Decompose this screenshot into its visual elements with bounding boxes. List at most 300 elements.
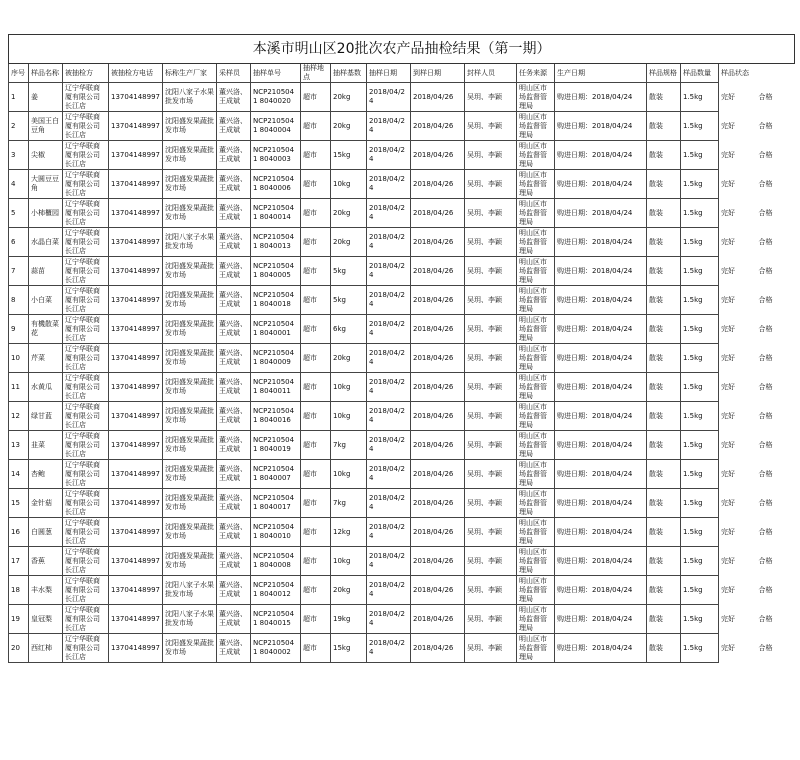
table-cell: 13704148997 (109, 257, 163, 286)
table-cell: 白圆葱 (29, 518, 63, 547)
table-cell: 明山区市场监督管理局 (517, 605, 555, 634)
table-cell: 明山区市场监督管理局 (517, 460, 555, 489)
table-row (9, 257, 795, 286)
table-cell: 辽宁华联商厦有限公司长江店 (63, 489, 109, 518)
table-cell: 辽宁华联商厦有限公司长江店 (63, 431, 109, 460)
table-cell: 1.5kg (681, 344, 719, 373)
table-cell: 2018/04/26 (411, 547, 465, 576)
table-cell: 完好 (721, 382, 735, 391)
table-cell: 13704148997 (109, 315, 163, 344)
table-cell: 1.5kg (681, 170, 719, 199)
table-cell: 19kg (331, 605, 367, 634)
table-cell: 吴玥、李颖 (465, 402, 517, 431)
table-cell: 完好 (721, 92, 735, 101)
table-cell: 董兴洛、王成斌 (217, 518, 251, 547)
table-cell: 20kg (331, 576, 367, 605)
table-cell: 美国王白豆角 (29, 112, 63, 141)
table-cell: 超市 (301, 315, 331, 344)
table-cell: 尖椒 (29, 141, 63, 170)
column-header (757, 64, 795, 83)
table-cell: 董兴洛、王成斌 (217, 83, 251, 112)
table-cell: 2 (9, 112, 29, 141)
table-cell: 2018/04/2 4 (367, 112, 411, 141)
table-cell: 12 (9, 402, 29, 431)
table-cell: 16 (9, 518, 29, 547)
table-cell: 吴玥、李颖 (465, 286, 517, 315)
table-cell: 5kg (331, 257, 367, 286)
table-cell: 购进日期：2018/04/24 (555, 315, 647, 344)
table-cell: 散装 (647, 402, 681, 431)
table-cell: 超市 (301, 286, 331, 315)
table-cell: 散装 (647, 228, 681, 257)
table-cell: 超市 (301, 83, 331, 112)
table-cell: 有機散菜花 (29, 315, 63, 344)
table-cell: 散装 (647, 199, 681, 228)
table-cell: 吴玥、李颖 (465, 112, 517, 141)
table-cell: 明山区市场监督管理局 (517, 402, 555, 431)
table-cell: 丰水梨 (29, 576, 63, 605)
table-cell: 沈阳盛发果蔬批发市场 (163, 170, 217, 199)
table-cell: 吴玥、李颖 (465, 344, 517, 373)
table-cell: 2018/04/26 (411, 170, 465, 199)
table-cell: 13704148997 (109, 576, 163, 605)
table-cell: 明山区市场监督管理局 (517, 315, 555, 344)
table-cell: 散装 (647, 518, 681, 547)
table-cell: 辽宁华联商厦有限公司长江店 (63, 518, 109, 547)
table-cell: 2018/04/2 4 (367, 199, 411, 228)
table-cell: 吴玥、李颖 (465, 199, 517, 228)
table-cell: 辽宁华联商厦有限公司长江店 (63, 315, 109, 344)
column-header: 样品数量 (681, 64, 719, 83)
column-header: 抽样地点 (301, 64, 331, 83)
table-cell: 购进日期：2018/04/24 (555, 257, 647, 286)
table-cell: 完好 (721, 150, 735, 159)
table-cell: 2018/04/2 4 (367, 402, 411, 431)
table-cell: 6kg (331, 315, 367, 344)
table-cell: 散装 (647, 286, 681, 315)
table-cell: 购进日期：2018/04/24 (555, 547, 647, 576)
table-cell: 明山区市场监督管理局 (517, 518, 555, 547)
table-cell: NCP2105041 8040012 (251, 576, 301, 605)
table-cell: 合格 (758, 527, 773, 536)
table-cell: 董兴洛、王成斌 (217, 605, 251, 634)
table-cell: 1.5kg (681, 489, 719, 518)
table-cell: 2018/04/26 (411, 431, 465, 460)
table-row (9, 489, 795, 518)
results-table (8, 34, 795, 663)
table-row (9, 431, 795, 460)
table-cell: 超市 (301, 634, 331, 663)
table-row (9, 634, 795, 663)
table-cell: 明山区市场监督管理局 (517, 112, 555, 141)
table-cell: NCP2105041 8040004 (251, 112, 301, 141)
table-cell: 20kg (331, 199, 367, 228)
table-cell: 超市 (301, 373, 331, 402)
table-cell: 1.5kg (681, 228, 719, 257)
table-cell: NCP2105041 8040011 (251, 373, 301, 402)
table-cell: 完好 (721, 556, 735, 565)
table-cell: 13 (9, 431, 29, 460)
table-cell: 合格 (758, 208, 773, 217)
table-cell: 皇冠梨 (29, 605, 63, 634)
table-cell: 沈阳八家子水果批发市场 (163, 228, 217, 257)
table-cell: 散装 (647, 112, 681, 141)
table-cell: 董兴洛、王成斌 (217, 431, 251, 460)
table-cell: 董兴洛、王成斌 (217, 141, 251, 170)
table-cell: 完好 (721, 208, 735, 217)
table-cell: 散装 (647, 576, 681, 605)
table-cell: 14 (9, 460, 29, 489)
table-cell: 沈阳盛发果蔬批发市场 (163, 112, 217, 141)
column-header: 被抽检方电话 (109, 64, 163, 83)
table-cell: 散装 (647, 170, 681, 199)
table-cell: 1.5kg (681, 315, 719, 344)
table-cell: 沈阳盛发果蔬批发市场 (163, 634, 217, 663)
table-cell: 沈阳盛发果蔬批发市场 (163, 489, 217, 518)
table-cell: 辽宁华联商厦有限公司长江店 (63, 83, 109, 112)
table-cell: 10 (9, 344, 29, 373)
table-cell: NCP2105041 8040010 (251, 518, 301, 547)
table-cell: NCP2105041 8040008 (251, 547, 301, 576)
table-cell: 13704148997 (109, 344, 163, 373)
table-cell: 合格 (758, 92, 773, 101)
table-cell: NCP2105041 8040002 (251, 634, 301, 663)
table-cell: 水黄瓜 (29, 373, 63, 402)
table-cell: 董兴洛、王成斌 (217, 257, 251, 286)
table-cell: 辽宁华联商厦有限公司长江店 (63, 286, 109, 315)
table-cell: 合格 (758, 237, 773, 246)
column-header: 采样员 (217, 64, 251, 83)
table-cell: 1.5kg (681, 431, 719, 460)
table-cell: NCP2105041 8040001 (251, 315, 301, 344)
table-cell: 散装 (647, 315, 681, 344)
table-cell: 13704148997 (109, 83, 163, 112)
table-row (9, 547, 795, 576)
table-cell: 15kg (331, 634, 367, 663)
table-cell: 1.5kg (681, 83, 719, 112)
table-cell: 水晶白菜 (29, 228, 63, 257)
table-cell: 2018/04/26 (411, 576, 465, 605)
table-cell: 沈阳盛发果蔬批发市场 (163, 547, 217, 576)
table-cell: 董兴洛、王成斌 (217, 112, 251, 141)
table-cell: 蒜苗 (29, 257, 63, 286)
table-body (9, 83, 795, 663)
table-cell: 辽宁华联商厦有限公司长江店 (63, 141, 109, 170)
table-cell: 购进日期：2018/04/24 (555, 141, 647, 170)
column-header: 被抽检方 (63, 64, 109, 83)
table-cell: 辽宁华联商厦有限公司长江店 (63, 228, 109, 257)
table-cell: 辽宁华联商厦有限公司长江店 (63, 460, 109, 489)
column-header: 抽样基数 (331, 64, 367, 83)
table-cell: 2018/04/26 (411, 634, 465, 663)
column-header: 任务来源 (517, 64, 555, 83)
table-cell: 沈阳盛发果蔬批发市场 (163, 315, 217, 344)
table-cell: 13704148997 (109, 141, 163, 170)
table-cell: 董兴洛、王成斌 (217, 373, 251, 402)
table-cell: 合格 (758, 614, 773, 623)
table-cell: 董兴洛、王成斌 (217, 489, 251, 518)
table-cell: 沈阳盛发果蔬批发市场 (163, 344, 217, 373)
table-cell: 10kg (331, 402, 367, 431)
table-cell: 2018/04/2 4 (367, 373, 411, 402)
results-sheet (8, 34, 794, 663)
table-cell: 1.5kg (681, 576, 719, 605)
table-cell: 辽宁华联商厦有限公司长江店 (63, 576, 109, 605)
table-cell: 13704148997 (109, 373, 163, 402)
table-cell: 19 (9, 605, 29, 634)
table-cell: 完好 (721, 266, 735, 275)
table-cell: 明山区市场监督管理局 (517, 286, 555, 315)
table-cell: 20kg (331, 228, 367, 257)
table-cell: 13704148997 (109, 431, 163, 460)
table-cell: 购进日期：2018/04/24 (555, 489, 647, 518)
table-cell: 明山区市场监督管理局 (517, 257, 555, 286)
table-row (9, 315, 795, 344)
table-cell: 2018/04/2 4 (367, 141, 411, 170)
table-cell: 15 (9, 489, 29, 518)
table-cell: 杏鲍 (29, 460, 63, 489)
table-cell: 3 (9, 141, 29, 170)
table-cell: 辽宁华联商厦有限公司长江店 (63, 112, 109, 141)
table-cell: 1.5kg (681, 257, 719, 286)
table-cell: 合格 (758, 556, 773, 565)
table-cell: 绿甘蓝 (29, 402, 63, 431)
table-cell: 2018/04/26 (411, 199, 465, 228)
column-header: 样品状态 (721, 68, 749, 77)
table-cell: 董兴洛、王成斌 (217, 286, 251, 315)
table-cell: 董兴洛、王成斌 (217, 547, 251, 576)
table-cell: 1.5kg (681, 141, 719, 170)
table-cell: 超市 (301, 228, 331, 257)
table-cell: NCP2105041 8040018 (251, 286, 301, 315)
table-cell: 吴玥、李颖 (465, 576, 517, 605)
table-cell: 沈阳盛发果蔬批发市场 (163, 460, 217, 489)
table-cell: 超市 (301, 402, 331, 431)
column-header: 封样人员 (465, 64, 517, 83)
table-cell: 沈阳盛发果蔬批发市场 (163, 257, 217, 286)
table-row (9, 199, 795, 228)
table-cell: 8 (9, 286, 29, 315)
table-cell: 10kg (331, 460, 367, 489)
table-cell: 超市 (301, 489, 331, 518)
table-cell: 辽宁华联商厦有限公司长江店 (63, 402, 109, 431)
table-cell: 沈阳盛发果蔬批发市场 (163, 402, 217, 431)
table-cell: 明山区市场监督管理局 (517, 141, 555, 170)
table-cell: 辽宁华联商厦有限公司长江店 (63, 634, 109, 663)
table-cell: 沈阳八家子水果批发市场 (163, 576, 217, 605)
column-header: 到样日期 (411, 64, 465, 83)
table-cell: NCP2105041 8040014 (251, 199, 301, 228)
table-cell: 2018/04/2 4 (367, 228, 411, 257)
table-cell: 超市 (301, 112, 331, 141)
table-row (9, 605, 795, 634)
table-cell: 购进日期：2018/04/24 (555, 228, 647, 257)
table-cell: 辽宁华联商厦有限公司长江店 (63, 257, 109, 286)
table-cell: 1.5kg (681, 518, 719, 547)
table-cell: 购进日期：2018/04/24 (555, 112, 647, 141)
table-cell: 散装 (647, 257, 681, 286)
table-cell: 吴玥、李颖 (465, 547, 517, 576)
table-cell: 散装 (647, 141, 681, 170)
table-cell: 13704148997 (109, 518, 163, 547)
table-cell: 完好 (721, 527, 735, 536)
table-cell: 2018/04/26 (411, 228, 465, 257)
table-cell: 2018/04/26 (411, 460, 465, 489)
table-cell: 吴玥、李颖 (465, 431, 517, 460)
table-cell: 芹菜 (29, 344, 63, 373)
table-cell: 20kg (331, 112, 367, 141)
table-cell: 合格 (758, 498, 773, 507)
table-cell: 沈阳盛发果蔬批发市场 (163, 373, 217, 402)
table-cell: NCP2105041 8040016 (251, 402, 301, 431)
table-cell: 合格 (758, 469, 773, 478)
table-cell: 韭菜 (29, 431, 63, 460)
table-cell: 明山区市场监督管理局 (517, 344, 555, 373)
table-cell: 购进日期：2018/04/24 (555, 170, 647, 199)
table-cell: 购进日期：2018/04/24 (555, 634, 647, 663)
table-cell: 2018/04/26 (411, 315, 465, 344)
table-cell: 13704148997 (109, 547, 163, 576)
table-cell: 沈阳盛发果蔬批发市场 (163, 518, 217, 547)
table-cell: 董兴洛、王成斌 (217, 576, 251, 605)
table-cell: 董兴洛、王成斌 (217, 402, 251, 431)
table-cell: 13704148997 (109, 402, 163, 431)
table-cell: 1.5kg (681, 605, 719, 634)
table-cell: 2018/04/2 4 (367, 518, 411, 547)
table-cell: 明山区市场监督管理局 (517, 170, 555, 199)
table-cell: 合格 (758, 382, 773, 391)
table-cell: 2018/04/2 4 (367, 170, 411, 199)
table-cell: 董兴洛、王成斌 (217, 634, 251, 663)
table-row (9, 83, 795, 112)
table-cell: 董兴洛、王成斌 (217, 199, 251, 228)
table-cell: 沈阳盛发果蔬批发市场 (163, 286, 217, 315)
table-cell: 超市 (301, 518, 331, 547)
table-cell: 购进日期：2018/04/24 (555, 83, 647, 112)
table-cell: 超市 (301, 460, 331, 489)
table-cell: 明山区市场监督管理局 (517, 199, 555, 228)
table-cell: 2018/04/26 (411, 83, 465, 112)
table-row (9, 402, 795, 431)
table-cell: 辽宁华联商厦有限公司长江店 (63, 344, 109, 373)
table-row (9, 286, 795, 315)
table-cell: 购进日期：2018/04/24 (555, 576, 647, 605)
table-cell: 沈阳盛发果蔬批发市场 (163, 199, 217, 228)
table-cell: NCP2105041 8040003 (251, 141, 301, 170)
table-cell: 吴玥、李颖 (465, 315, 517, 344)
table-cell: 完好 (721, 440, 735, 449)
table-header-row (9, 64, 795, 83)
table-cell: 2018/04/26 (411, 402, 465, 431)
table-row (9, 373, 795, 402)
table-cell: 9 (9, 315, 29, 344)
table-cell: 7kg (331, 431, 367, 460)
table-cell: 2018/04/2 4 (367, 634, 411, 663)
table-cell: 2018/04/2 4 (367, 431, 411, 460)
table-cell: 1.5kg (681, 373, 719, 402)
table-cell: 2018/04/26 (411, 373, 465, 402)
table-cell: 完好 (721, 585, 735, 594)
table-cell: 完好 (721, 295, 735, 304)
table-cell: 2018/04/2 4 (367, 460, 411, 489)
table-cell: NCP2105041 8040009 (251, 344, 301, 373)
table-cell: 完好 (721, 121, 735, 130)
table-cell: 1.5kg (681, 199, 719, 228)
table-cell: 吴玥、李颖 (465, 141, 517, 170)
table-cell: 13704148997 (109, 460, 163, 489)
table-cell: 2018/04/2 4 (367, 257, 411, 286)
table-cell: 5kg (331, 286, 367, 315)
table-cell: 完好 (721, 324, 735, 333)
table-cell: 购进日期：2018/04/24 (555, 199, 647, 228)
column-header: 抽样日期 (367, 64, 411, 83)
column-header: 抽样单号 (251, 64, 301, 83)
table-cell: 合格 (758, 324, 773, 333)
table-cell: 合格 (758, 411, 773, 420)
table-cell: 大圆豆豆角 (29, 170, 63, 199)
table-cell: 10kg (331, 373, 367, 402)
table-cell: 明山区市场监督管理局 (517, 634, 555, 663)
column-header: 生产日期 (555, 64, 647, 83)
table-cell: 董兴洛、王成斌 (217, 228, 251, 257)
table-cell: 2018/04/2 4 (367, 344, 411, 373)
table-cell: 散装 (647, 489, 681, 518)
table-cell: 沈阳盛发果蔬批发市场 (163, 141, 217, 170)
table-cell: 2018/04/26 (411, 518, 465, 547)
column-header: 样品规格 (647, 64, 681, 83)
table-cell: 合格 (758, 121, 773, 130)
table-cell: 小柿櫃园 (29, 199, 63, 228)
table-cell: 完好 (721, 411, 735, 420)
table-cell: 购进日期：2018/04/24 (555, 460, 647, 489)
table-cell: 购进日期：2018/04/24 (555, 402, 647, 431)
table-cell: 超市 (301, 141, 331, 170)
table-cell: 散装 (647, 634, 681, 663)
table-cell: NCP2105041 8040007 (251, 460, 301, 489)
table-row (9, 460, 795, 489)
table-cell: 13704148997 (109, 489, 163, 518)
table-cell: 2018/04/26 (411, 605, 465, 634)
table-row (9, 344, 795, 373)
table-cell: 20 (9, 634, 29, 663)
table-cell: 1 (9, 83, 29, 112)
table-cell: 购进日期：2018/04/24 (555, 373, 647, 402)
table-cell: 超市 (301, 431, 331, 460)
table-cell: 1.5kg (681, 112, 719, 141)
table-cell: 辽宁华联商厦有限公司长江店 (63, 547, 109, 576)
table-cell: 2018/04/26 (411, 112, 465, 141)
table-row (9, 518, 795, 547)
table-row (9, 170, 795, 199)
table-cell: 香蕉 (29, 547, 63, 576)
table-cell: 超市 (301, 170, 331, 199)
table-cell: 吴玥、李颖 (465, 373, 517, 402)
table-cell: 合格 (758, 150, 773, 159)
table-cell: 2018/04/2 4 (367, 315, 411, 344)
table-cell: 1.5kg (681, 547, 719, 576)
table-cell: 完好 (721, 498, 735, 507)
table-cell: 购进日期：2018/04/24 (555, 344, 647, 373)
table-cell: 合格 (758, 295, 773, 304)
table-cell: NCP2105041 8040019 (251, 431, 301, 460)
table-cell: 17 (9, 547, 29, 576)
table-cell: 完好 (721, 353, 735, 362)
table-cell: 明山区市场监督管理局 (517, 547, 555, 576)
table-cell: 2018/04/26 (411, 344, 465, 373)
table-row (9, 141, 795, 170)
table-cell: 小白菜 (29, 286, 63, 315)
table-cell: 购进日期：2018/04/24 (555, 286, 647, 315)
